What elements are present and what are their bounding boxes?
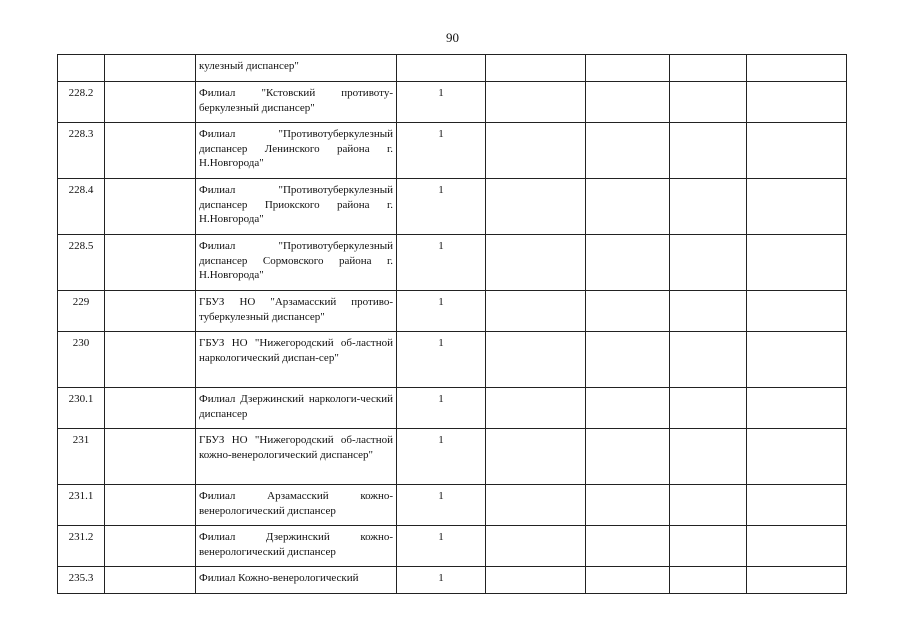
document-table (57, 54, 847, 594)
quantity-cell: 1 (397, 291, 486, 332)
row-number-cell: 235.3 (58, 567, 105, 594)
empty-cell (486, 567, 586, 594)
quantity-cell: 1 (397, 235, 486, 291)
empty-cell (747, 123, 847, 179)
empty-cell (105, 567, 196, 594)
row-number-cell (58, 55, 105, 82)
table-row (58, 485, 847, 526)
empty-cell (486, 526, 586, 567)
empty-cell (486, 388, 586, 429)
table-row (58, 332, 847, 388)
institution-name-cell: Филиал Кожно-венерологический (196, 567, 397, 594)
empty-cell (586, 82, 670, 123)
table-row (58, 429, 847, 485)
row-number-cell: 231 (58, 429, 105, 485)
quantity-cell: 1 (397, 567, 486, 594)
empty-cell (670, 567, 747, 594)
institution-name-cell: Филиал "Кстовский противоту-беркулезный диспансер" (196, 82, 397, 123)
quantity-cell: 1 (397, 429, 486, 485)
empty-cell (586, 429, 670, 485)
empty-cell (105, 526, 196, 567)
empty-cell (105, 388, 196, 429)
quantity-cell: 1 (397, 526, 486, 567)
empty-cell (105, 55, 196, 82)
empty-cell (105, 291, 196, 332)
page-number: 90 (446, 30, 459, 45)
empty-cell (105, 485, 196, 526)
institution-name-cell: ГБУЗ НО "Нижегородский об-ластной кожно-венерологический диспансер" (196, 429, 397, 485)
empty-cell (670, 179, 747, 235)
table-row (58, 55, 847, 82)
empty-cell (486, 291, 586, 332)
empty-cell (670, 332, 747, 388)
empty-cell (747, 291, 847, 332)
empty-cell (586, 567, 670, 594)
institution-name-cell: Филиал Дзержинский наркологи-ческий диспансер (196, 388, 397, 429)
empty-cell (105, 429, 196, 485)
empty-cell (486, 82, 586, 123)
row-number-cell: 230 (58, 332, 105, 388)
quantity-cell (397, 55, 486, 82)
table-body (58, 55, 847, 594)
empty-cell (670, 291, 747, 332)
quantity-cell: 1 (397, 82, 486, 123)
empty-cell (586, 388, 670, 429)
institution-name-cell: Филиал "Противотуберкулезный диспансер Ленинского района г. Н.Новгорода" (196, 123, 397, 179)
empty-cell (105, 235, 196, 291)
empty-cell (105, 332, 196, 388)
table-row (58, 82, 847, 123)
empty-cell (747, 235, 847, 291)
empty-cell (586, 55, 670, 82)
row-number-cell: 228.2 (58, 82, 105, 123)
empty-cell (586, 235, 670, 291)
empty-cell (747, 485, 847, 526)
row-number-cell: 230.1 (58, 388, 105, 429)
institution-name-cell: Филиал "Противотуберкулезный диспансер Приокского района г. Н.Новгорода" (196, 179, 397, 235)
empty-cell (586, 332, 670, 388)
empty-cell (670, 526, 747, 567)
row-number-cell: 231.1 (58, 485, 105, 526)
empty-cell (670, 429, 747, 485)
row-number-cell: 229 (58, 291, 105, 332)
table-row (58, 123, 847, 179)
empty-cell (747, 429, 847, 485)
empty-cell (747, 332, 847, 388)
empty-cell (670, 235, 747, 291)
table-row (58, 567, 847, 594)
institution-name-cell: Филиал "Противотуберкулезный диспансер Сормовского района г. Н.Новгорода" (196, 235, 397, 291)
row-number-cell: 228.5 (58, 235, 105, 291)
empty-cell (747, 179, 847, 235)
empty-cell (486, 179, 586, 235)
institution-name-cell: ГБУЗ НО "Арзамасский противо-туберкулезный диспансер" (196, 291, 397, 332)
empty-cell (486, 429, 586, 485)
empty-cell (105, 179, 196, 235)
empty-cell (486, 235, 586, 291)
empty-cell (670, 123, 747, 179)
empty-cell (670, 485, 747, 526)
quantity-cell: 1 (397, 179, 486, 235)
empty-cell (105, 123, 196, 179)
quantity-cell: 1 (397, 485, 486, 526)
empty-cell (586, 123, 670, 179)
empty-cell (747, 55, 847, 82)
empty-cell (586, 291, 670, 332)
row-number-cell: 228.3 (58, 123, 105, 179)
table-row (58, 291, 847, 332)
table-row (58, 235, 847, 291)
institution-name-cell: Филиал Дзержинский кожно-венерологический диспансер (196, 526, 397, 567)
table-row (58, 388, 847, 429)
empty-cell (105, 82, 196, 123)
empty-cell (747, 526, 847, 567)
empty-cell (486, 55, 586, 82)
row-number-cell: 228.4 (58, 179, 105, 235)
institution-name-cell: кулезный диспансер" (196, 55, 397, 82)
empty-cell (486, 332, 586, 388)
empty-cell (486, 485, 586, 526)
institution-name-cell: Филиал Арзамасский кожно-венерологический диспансер (196, 485, 397, 526)
empty-cell (747, 82, 847, 123)
empty-cell (670, 388, 747, 429)
quantity-cell: 1 (397, 123, 486, 179)
empty-cell (486, 123, 586, 179)
quantity-cell: 1 (397, 388, 486, 429)
row-number-cell: 231.2 (58, 526, 105, 567)
empty-cell (586, 485, 670, 526)
table-row (58, 179, 847, 235)
quantity-cell: 1 (397, 332, 486, 388)
empty-cell (670, 82, 747, 123)
empty-cell (747, 567, 847, 594)
institution-name-cell: ГБУЗ НО "Нижегородский об-ластной наркологический диспан-сер" (196, 332, 397, 388)
table-row (58, 526, 847, 567)
empty-cell (747, 388, 847, 429)
empty-cell (586, 179, 670, 235)
empty-cell (670, 55, 747, 82)
empty-cell (586, 526, 670, 567)
